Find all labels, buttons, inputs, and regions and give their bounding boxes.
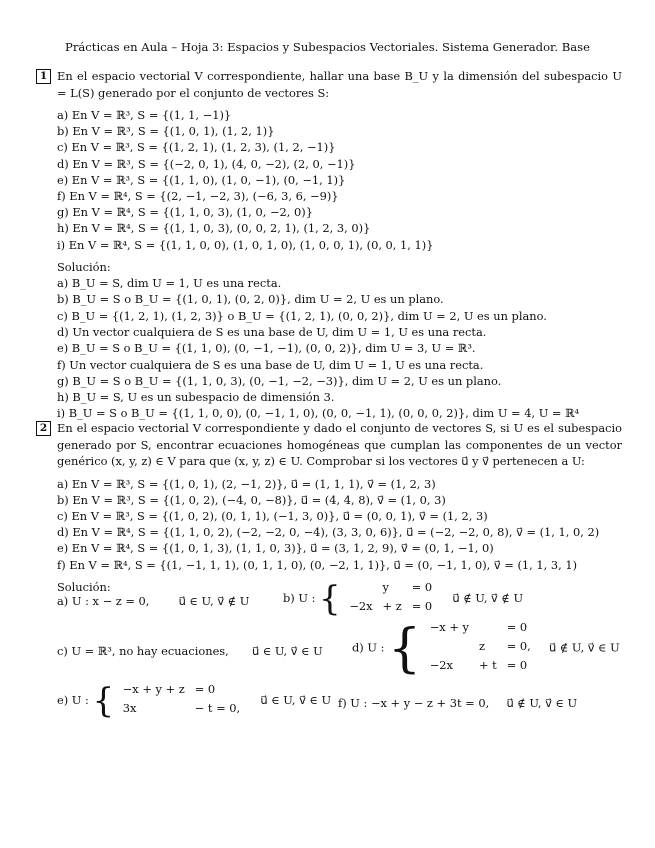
solution-row-ab <box>57 594 249 608</box>
equation-system <box>425 620 536 677</box>
eq-term: −x + y <box>429 620 469 634</box>
solution-label: Solución: <box>57 259 111 274</box>
eq-term: + t <box>478 658 497 672</box>
item: f) En V = ℝ⁴, S = {(2, −1, −2, 3), (−6, 3, 6, −9)} <box>57 189 339 204</box>
solution-item: h) B_U = S, U es un subespacio de dimensión 3. <box>57 390 335 405</box>
item: d) En V = ℝ⁴, S = {(1, 1, 0, 2), (−2, −2, 0, −4), (3, 3, 0, 6)}, u⃗ = (−2, −2, 0, 8), v⃗ = (1, 1, 0, 2) <box>57 525 600 540</box>
solution-item: b) B_U = S o B_U = {(1, 0, 1), (0, 2, 0)}, dim U = 2, U es un plano. <box>57 292 444 307</box>
left-brace-icon: { <box>388 618 422 679</box>
item: h) En V = ℝ⁴, S = {(1, 1, 0, 3), (0, 0, 2, 1), (1, 2, 3, 0)} <box>57 221 371 236</box>
eq-term: −x + y + z <box>122 682 185 696</box>
solution-items <box>36 275 622 422</box>
item: c) En V = ℝ³, S = {(1, 0, 2), (0, 1, 1), (−1, 3, 0)}, u⃗ = (0, 0, 1), v⃗ = (1, 2, 3) <box>57 508 488 523</box>
exercise-number: 1 <box>36 69 51 84</box>
exercise-1 <box>36 68 622 422</box>
eq-term: = 0 <box>411 580 433 594</box>
item: g) En V = ℝ⁴, S = {(1, 1, 0, 3), (1, 0, −2, 0)} <box>57 205 313 220</box>
solution-item: i) B_U = S o B_U = {(1, 1, 0, 0), (0, −1, 1, 0), (0, 0, −1, 1), (0, 0, 0, 2)}, dim U = 4, U = ℝ⁴ <box>57 406 580 421</box>
solution-item: f) Un vector cualquiera de S es una base de U, dim U = 1, U es una recta. <box>57 357 484 372</box>
item: c) En V = ℝ³, S = {(1, 2, 1), (1, 2, 3), (1, 2, −1)} <box>57 140 336 155</box>
item: f) En V = ℝ⁴, S = {(1, −1, 1, 1), (0, 1, 1, 0), (0, −2, 1, 1)}, u⃗ = (0, −1, 1, 0), v⃗ = (1, 1, 3, 1) <box>57 557 578 572</box>
eq-term: = 0, <box>506 639 531 653</box>
left-brace-icon: { <box>92 681 115 721</box>
solution-item: c) B_U = {(1, 2, 1), (1, 2, 3)} o B_U = {(1, 2, 1), (0, 0, 2)}, dim U = 2, U es un plano. <box>57 308 547 323</box>
item: a) En V = ℝ³, S = {(1, 1, −1)} <box>57 108 232 122</box>
solution-b-membership: u⃗ ∉ U, v⃗ ∉ U <box>452 591 524 605</box>
item: i) En V = ℝ⁴, S = {(1, 1, 0, 0), (1, 0, 1, 0), (1, 0, 0, 1), (0, 0, 1, 1)} <box>57 237 434 252</box>
exercise-items <box>57 107 622 253</box>
exercise-2 <box>36 420 622 595</box>
solution-c-membership: u⃗ ∈ U, v⃗ ∈ U <box>252 644 323 658</box>
exercise-number: 2 <box>36 421 51 436</box>
eq-term: + z <box>382 599 402 613</box>
equation-system <box>344 580 437 618</box>
eq-term <box>474 620 502 639</box>
solution-e-membership: u⃗ ∈ U, v⃗ ∈ U <box>260 693 332 707</box>
solution-d-label: d) U : <box>352 640 385 655</box>
item: e) En V = ℝ³, S = {(1, 1, 0), (1, 0, −1), (0, −1, 1)} <box>57 172 346 187</box>
solution-e <box>57 682 331 720</box>
eq-term: − t = 0, <box>194 701 241 715</box>
exercise-items <box>57 476 622 573</box>
eq-term: = 0 <box>194 682 216 696</box>
eq-term: = 0 <box>506 658 528 672</box>
solution-f <box>338 696 577 710</box>
eq-term: z <box>478 639 485 653</box>
eq-term: = 0 <box>411 599 433 613</box>
eq-term: −2x <box>349 599 373 613</box>
solution-a-label: a) U : x − z = 0, <box>57 594 150 608</box>
eq-term: y <box>382 580 389 594</box>
item: b) En V = ℝ³, S = {(1, 0, 2), (−4, 0, −8)}, u⃗ = (4, 4, 8), v⃗ = (1, 0, 3) <box>57 492 446 507</box>
eq-term <box>425 639 474 658</box>
solution-d-membership: u⃗ ∉ U, v⃗ ∈ U <box>549 640 620 655</box>
solution-item: e) B_U = S o B_U = {(1, 1, 0), (0, −1, −1), (0, 0, 2)}, dim U = 3, U = ℝ³. <box>57 341 476 356</box>
eq-term: = 0 <box>506 620 528 634</box>
exercise-statement: En el espacio vectorial V correspondiente y dado el conjunto de vectores S, si U es el subespacio generado por S, encontrar ecuaciones homogéneas que cumplan las componentes de un vector genérico (x, y, z) ∈ V para que (x, y, z) ∈ U. Comprobar si los vectores u⃗ y v⃗ pertenecen a U: <box>57 421 622 468</box>
solution-label: Solución: <box>57 579 111 594</box>
page-header: Prácticas en Aula – Hoja 3: Espacios y Subespacios Vectoriales. Sistema Generador. Base <box>65 40 590 54</box>
solution-item: d) Un vector cualquiera de S es una base de U, dim U = 1, U es una recta. <box>57 324 487 339</box>
item: e) En V = ℝ⁴, S = {(1, 0, 1, 3), (1, 1, 0, 3)}, u⃗ = (3, 1, 2, 9), v⃗ = (0, 1, −1, 0) <box>57 541 494 556</box>
solution-item: g) B_U = S o B_U = {(1, 1, 0, 3), (0, −1, −2, −3)}, dim U = 2, U es un plano. <box>57 373 502 388</box>
solution-c-label: c) U = ℝ³, no hay ecuaciones, <box>57 644 229 658</box>
solution-f-label: f) U : −x + y − z + 3t = 0, <box>338 696 490 710</box>
solution-b-label: b) U : <box>283 591 316 605</box>
solution-e-label: e) U : <box>57 693 89 707</box>
exercise-statement: En el espacio vectorial V correspondiente, hallar una base B_U y la dimensión del subespacio U = L(S) generado por el conjunto de vectores S: <box>57 69 622 100</box>
item: b) En V = ℝ³, S = {(1, 0, 1), (1, 2, 1)} <box>57 124 275 139</box>
solution-b <box>283 580 523 618</box>
solution-a-membership: u⃗ ∈ U, v⃗ ∉ U <box>178 594 250 608</box>
eq-term: 3x <box>122 701 137 715</box>
eq-term: −2x <box>429 658 453 672</box>
left-brace-icon: { <box>319 579 341 619</box>
solution-d <box>352 620 620 677</box>
equation-system <box>118 682 245 720</box>
solution-f-membership: u⃗ ∉ U, v⃗ ∈ U <box>506 696 578 710</box>
item: d) En V = ℝ³, S = {(−2, 0, 1), (4, 0, −2), (2, 0, −1)} <box>57 156 356 171</box>
eq-term <box>344 580 377 599</box>
item: a) En V = ℝ³, S = {(1, 0, 1), (2, −1, 2)}, u⃗ = (1, 1, 1), v⃗ = (1, 2, 3) <box>57 476 436 491</box>
solution-row-c <box>57 644 323 658</box>
solution-item: a) B_U = S, dim U = 1, U es una recta. <box>57 276 282 291</box>
